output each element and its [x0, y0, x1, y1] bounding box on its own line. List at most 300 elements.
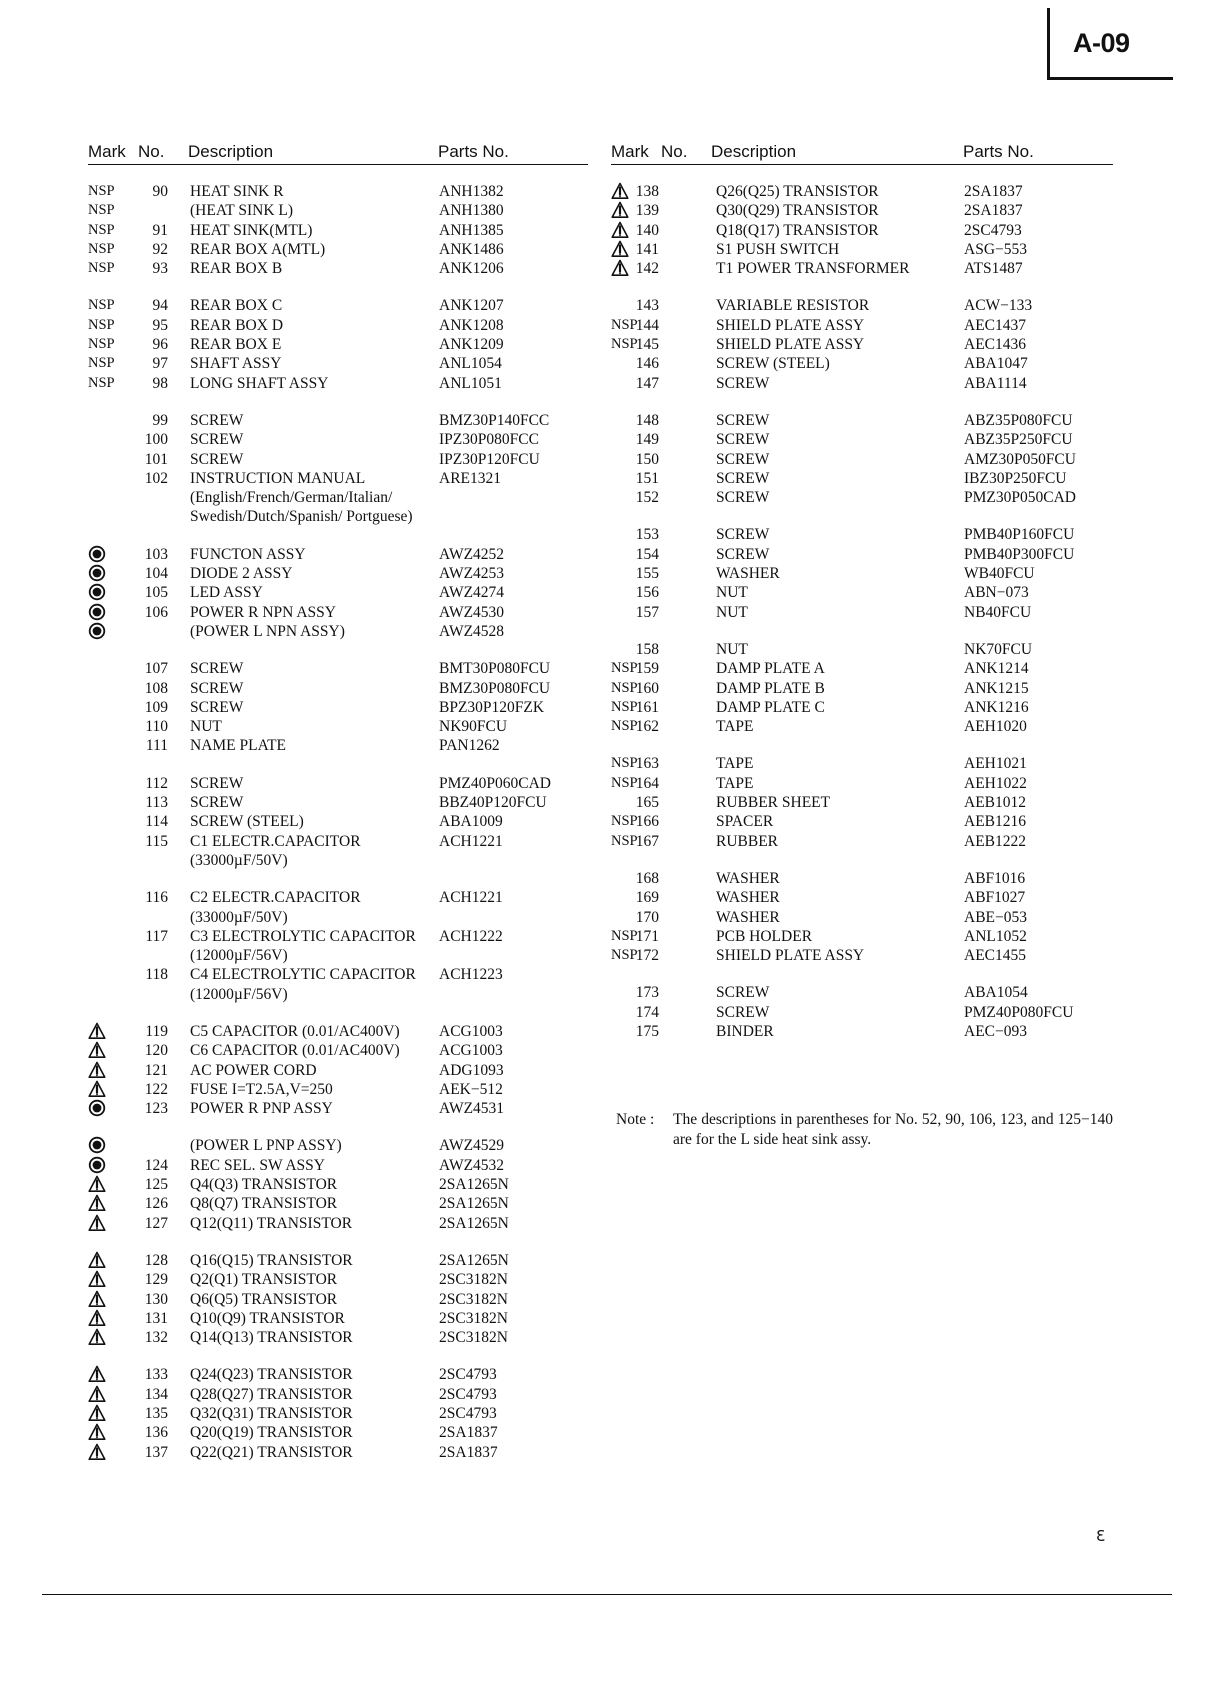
item-description: HEAT SINK R	[190, 183, 284, 200]
item-description: WASHER	[716, 908, 780, 926]
item-description: SCREW	[716, 431, 770, 449]
part-number: PMZ30P050CAD	[964, 489, 1076, 507]
parts-row	[611, 659, 1113, 678]
parts-row	[611, 754, 1113, 773]
parts-group	[611, 640, 1113, 736]
item-description: C2 ELECTR.CAPACITOR	[190, 889, 361, 907]
mark-cell: NSP	[611, 336, 638, 353]
part-number: ANK1208	[439, 316, 504, 334]
item-number: 98	[152, 374, 168, 392]
part-number: AWZ4253	[439, 565, 505, 583]
item-number: 173	[635, 984, 659, 1002]
parts-group	[88, 296, 588, 392]
parts-row	[88, 316, 588, 335]
item-number: 148	[635, 411, 659, 429]
item-number: 127	[144, 1214, 168, 1232]
item-description: Q30(Q29) TRANSISTOR	[716, 202, 879, 220]
item-description: SCREW	[716, 450, 770, 468]
item-number: 133	[144, 1366, 168, 1384]
parts-row	[88, 736, 588, 755]
mark-cell: NSP	[611, 947, 638, 964]
parts-row	[88, 469, 588, 488]
item-number: 172	[635, 947, 659, 965]
parts-row	[88, 1214, 588, 1233]
item-description: SCREW	[190, 698, 244, 716]
parts-row	[611, 201, 1113, 220]
item-description: Q8(Q7) TRANSISTOR	[190, 1195, 338, 1213]
item-description: SCREW	[190, 431, 244, 449]
item-description: SPACER	[716, 813, 774, 831]
item-number: 164	[635, 774, 659, 792]
item-number: 156	[635, 584, 659, 602]
part-number: PAN1262	[439, 737, 500, 755]
part-number: AEC1437	[964, 316, 1026, 334]
item-number: 141	[635, 240, 659, 258]
item-number: 136	[144, 1424, 168, 1442]
item-number: 130	[144, 1290, 168, 1308]
item-description: WASHER	[716, 869, 780, 887]
parts-list-right-body	[611, 182, 1113, 1041]
item-description: C5 CAPACITOR (0.01/AC400V)	[190, 1022, 400, 1040]
item-description: BINDER	[716, 1022, 774, 1040]
item-description: (33000µF/50V)	[190, 908, 288, 926]
item-number: 132	[144, 1329, 168, 1347]
part-number: ABN−073	[964, 584, 1029, 602]
part-number: AEB1222	[964, 832, 1026, 850]
part-number: ANK1216	[964, 698, 1029, 716]
item-number: 144	[635, 316, 659, 334]
item-number: 139	[635, 202, 659, 220]
parts-row	[88, 450, 588, 469]
part-number: AWZ4532	[439, 1156, 505, 1174]
item-description: VARIABLE RESISTOR	[716, 297, 870, 315]
item-description: SHIELD PLATE ASSY	[716, 947, 865, 965]
note-text: The descriptions in parentheses for No. 52, 90, 106, 123, and 125−140 are for the L side heat sink assy.	[673, 1111, 1113, 1148]
parts-row	[88, 1443, 588, 1462]
item-number: 159	[635, 660, 659, 678]
parts-group	[88, 774, 588, 870]
item-description: HEAT SINK(MTL)	[190, 221, 313, 239]
parts-row	[611, 374, 1113, 393]
parts-row	[88, 774, 588, 793]
part-number: 2SC3182N	[439, 1329, 508, 1347]
item-number: 168	[635, 869, 659, 887]
item-description: FUNCTON ASSY	[190, 545, 306, 563]
parts-group	[611, 983, 1113, 1041]
item-description: Q26(Q25) TRANSISTOR	[716, 183, 879, 200]
part-number: ABA1054	[964, 984, 1028, 1002]
parts-row	[88, 564, 588, 583]
part-number: AEK−512	[439, 1080, 503, 1098]
parts-row	[611, 946, 1113, 965]
parts-row	[88, 1270, 588, 1289]
item-description: C1 ELECTR.CAPACITOR	[190, 832, 361, 850]
part-number: ANK1207	[439, 297, 504, 315]
parts-row	[88, 659, 588, 678]
parts-row	[88, 201, 588, 220]
item-description: Q24(Q23) TRANSISTOR	[190, 1366, 353, 1384]
item-description: SCREW	[716, 545, 770, 563]
part-number: ACH1222	[439, 927, 503, 945]
parts-row	[611, 698, 1113, 717]
item-description: NUT	[716, 584, 748, 602]
item-description: INSTRUCTION MANUAL	[190, 469, 366, 487]
item-description: C3 ELECTROLYTIC CAPACITOR	[190, 927, 416, 945]
item-number: 102	[144, 469, 168, 487]
item-description: S1 PUSH SWITCH	[716, 240, 840, 258]
item-number: 97	[152, 355, 168, 373]
part-number: ATS1487	[964, 260, 1023, 278]
parts-list-left	[88, 140, 588, 1480]
item-description: REC SEL. SW ASSY	[190, 1156, 325, 1174]
item-description: (POWER L NPN ASSY)	[190, 622, 345, 640]
part-number: ABZ35P080FCU	[964, 411, 1073, 429]
item-number: 125	[144, 1176, 168, 1194]
parts-row	[88, 908, 588, 927]
item-description: (33000µF/50V)	[190, 851, 288, 869]
part-number: AEC−093	[964, 1022, 1027, 1040]
item-number: 120	[144, 1042, 168, 1060]
item-number: 163	[635, 755, 659, 773]
header-parts-no: Parts No.	[963, 142, 1034, 161]
part-number: AEB1012	[964, 794, 1026, 812]
mark-cell: NSP	[611, 698, 638, 715]
item-number: 154	[635, 545, 659, 563]
item-number: 155	[635, 565, 659, 583]
item-number: 113	[145, 794, 168, 812]
item-number: 90	[152, 183, 168, 200]
item-number: 146	[635, 355, 659, 373]
item-description: (English/French/German/Italian/	[190, 489, 393, 507]
item-number: 147	[635, 374, 659, 392]
column-header	[611, 140, 1113, 165]
part-number: ARE1321	[439, 469, 501, 487]
item-number: 150	[635, 450, 659, 468]
parts-row	[88, 545, 588, 564]
parts-row	[88, 1022, 588, 1041]
part-number: AMZ30P050FCU	[964, 450, 1076, 468]
item-number: 166	[635, 813, 659, 831]
part-number: 2SA1265N	[439, 1214, 509, 1232]
item-number: 110	[145, 718, 168, 736]
item-number: 149	[635, 431, 659, 449]
item-description: SCREW	[716, 526, 770, 544]
item-description: SCREW	[190, 411, 244, 429]
parts-row	[611, 296, 1113, 315]
item-description: DAMP PLATE A	[716, 660, 825, 678]
parts-row	[611, 525, 1113, 544]
parts-row	[611, 679, 1113, 698]
part-number: ANK1215	[964, 679, 1029, 697]
item-description: Q22(Q21) TRANSISTOR	[190, 1443, 353, 1461]
parts-row	[611, 564, 1113, 583]
item-description: SCREW	[716, 374, 770, 392]
parts-row	[88, 793, 588, 812]
parts-row	[611, 450, 1113, 469]
mark-cell: NSP	[88, 240, 115, 257]
part-number: ASG−553	[964, 240, 1027, 258]
parts-group	[88, 411, 588, 527]
item-number: 171	[635, 927, 659, 945]
part-number: AWZ4252	[439, 545, 505, 563]
part-number: 2SA1837	[439, 1424, 498, 1442]
part-number: AEH1022	[964, 774, 1027, 792]
parts-row	[88, 1136, 588, 1155]
item-description: Q12(Q11) TRANSISTOR	[190, 1214, 353, 1232]
parts-row	[611, 182, 1113, 201]
parts-group	[611, 182, 1113, 278]
parts-row	[611, 1022, 1113, 1041]
parts-row	[88, 507, 588, 526]
parts-group	[88, 1251, 588, 1347]
bottom-rule	[42, 1594, 1172, 1595]
parts-row	[88, 1099, 588, 1118]
parts-row	[88, 1080, 588, 1099]
item-description: (12000µF/56V)	[190, 985, 288, 1003]
item-number: 131	[144, 1309, 168, 1327]
parts-row	[88, 985, 588, 1004]
item-description: NAME PLATE	[190, 737, 287, 755]
item-description: SHAFT ASSY	[190, 355, 282, 373]
item-description: WASHER	[716, 889, 780, 907]
parts-row	[88, 583, 588, 602]
parts-group	[611, 869, 1113, 965]
parts-list-left-body	[88, 182, 588, 1462]
part-number: ACH1221	[439, 832, 503, 850]
item-description: NUT	[716, 603, 748, 621]
part-number: 2SC3182N	[439, 1309, 508, 1327]
item-number: 91	[152, 221, 168, 239]
item-number: 111	[145, 737, 168, 755]
parts-row	[88, 354, 588, 373]
item-number: 151	[635, 469, 659, 487]
parts-row	[88, 1309, 588, 1328]
part-number: ANK1214	[964, 660, 1029, 678]
item-description: POWER R PNP ASSY	[190, 1100, 333, 1118]
item-description: TAPE	[716, 718, 754, 736]
item-description: SCREW	[190, 660, 244, 678]
part-number: BMZ30P140FCC	[439, 411, 550, 429]
parts-row	[88, 259, 588, 278]
parts-row	[88, 1156, 588, 1175]
parts-row	[611, 640, 1113, 659]
item-description: Q2(Q1) TRANSISTOR	[190, 1271, 338, 1289]
parts-group	[611, 296, 1113, 392]
item-number: 107	[144, 660, 168, 678]
parts-row	[611, 983, 1113, 1002]
item-description: SCREW	[190, 794, 244, 812]
parts-row	[611, 430, 1113, 449]
mark-cell: NSP	[611, 755, 638, 772]
part-number: ABA1009	[439, 813, 503, 831]
part-number: 2SA1837	[964, 183, 1023, 200]
item-number: 116	[145, 889, 168, 907]
parts-row	[88, 411, 588, 430]
parts-row	[88, 488, 588, 507]
part-number: ACH1223	[439, 966, 503, 984]
item-description: C6 CAPACITOR (0.01/AC400V)	[190, 1042, 400, 1060]
item-description: REAR BOX B	[190, 260, 283, 278]
item-description: WASHER	[716, 565, 780, 583]
item-description: SCREW (STEEL)	[190, 813, 304, 831]
item-description: NUT	[190, 718, 222, 736]
mark-cell: NSP	[611, 927, 638, 944]
parts-row	[88, 1365, 588, 1384]
item-description: SCREW	[716, 489, 770, 507]
item-description: Q32(Q31) TRANSISTOR	[190, 1405, 353, 1423]
item-number: 158	[635, 640, 659, 658]
part-number: ANK1206	[439, 260, 504, 278]
parts-row	[88, 927, 588, 946]
parts-row	[88, 1404, 588, 1423]
parts-row	[88, 679, 588, 698]
item-description: SCREW	[716, 469, 770, 487]
part-number: ABZ35P250FCU	[964, 431, 1073, 449]
part-number: ANL1054	[439, 355, 502, 373]
parts-row	[88, 1328, 588, 1347]
item-number: 95	[152, 316, 168, 334]
item-description: SCREW	[716, 984, 770, 1002]
item-number: 123	[144, 1100, 168, 1118]
part-number: PMZ40P080FCU	[964, 1003, 1074, 1021]
item-number: 101	[144, 450, 168, 468]
item-number: 119	[145, 1022, 168, 1040]
item-description: RUBBER	[716, 832, 779, 850]
part-number: IBZ30P250FCU	[964, 469, 1067, 487]
part-number: 2SA1837	[964, 202, 1023, 220]
item-description: SCREW (STEEL)	[716, 355, 830, 373]
parts-row	[88, 1194, 588, 1213]
item-number: 96	[152, 336, 168, 354]
item-number: 170	[635, 908, 659, 926]
part-number: IPZ30P120FCU	[439, 450, 540, 468]
part-number: ANH1382	[439, 183, 504, 200]
parts-row	[611, 259, 1113, 278]
parts-row	[88, 622, 588, 641]
item-number: 106	[144, 603, 168, 621]
item-description: FUSE I=T2.5A,V=250	[190, 1080, 333, 1098]
parts-group	[88, 545, 588, 641]
mark-cell: NSP	[88, 297, 115, 314]
parts-row	[88, 965, 588, 984]
part-number: 2SC3182N	[439, 1271, 508, 1289]
part-number: AEH1020	[964, 718, 1027, 736]
parts-row	[88, 182, 588, 201]
part-number: PMB40P160FCU	[964, 526, 1075, 544]
parts-row	[611, 812, 1113, 831]
item-number: 128	[144, 1251, 168, 1269]
item-number: 145	[635, 336, 659, 354]
part-number: PMB40P300FCU	[964, 545, 1075, 563]
item-number: 103	[144, 545, 168, 563]
parts-group	[611, 411, 1113, 507]
part-number: AWZ4531	[439, 1100, 505, 1118]
item-number: 93	[152, 260, 168, 278]
mark-cell: NSP	[611, 316, 638, 333]
item-description: RUBBER SHEET	[716, 794, 831, 812]
item-description: (POWER L PNP ASSY)	[190, 1137, 342, 1155]
part-number: 2SC4793	[439, 1405, 497, 1423]
parts-row	[88, 812, 588, 831]
parts-row	[88, 698, 588, 717]
item-description: Q18(Q17) TRANSISTOR	[716, 221, 879, 239]
item-number: 175	[635, 1022, 659, 1040]
page-number: 3	[1096, 1527, 1106, 1545]
mark-cell: NSP	[88, 355, 115, 372]
item-description: DAMP PLATE C	[716, 698, 825, 716]
part-number: ANH1385	[439, 221, 504, 239]
parts-row	[611, 908, 1113, 927]
page-id: A-09	[1073, 28, 1130, 58]
part-number: BPZ30P120FZK	[439, 698, 545, 716]
header-no: No.	[138, 142, 165, 161]
column-header	[88, 140, 588, 165]
parts-row	[611, 488, 1113, 507]
parts-group	[88, 888, 588, 1004]
item-description: SCREW	[716, 1003, 770, 1021]
parts-row	[611, 927, 1113, 946]
mark-cell: NSP	[611, 832, 638, 849]
item-number: 122	[144, 1080, 168, 1098]
item-description: Q16(Q15) TRANSISTOR	[190, 1251, 353, 1269]
part-number: BBZ40P120FCU	[439, 794, 547, 812]
item-description: Q10(Q9) TRANSISTOR	[190, 1309, 345, 1327]
item-description: Q6(Q5) TRANSISTOR	[190, 1290, 338, 1308]
parts-row	[88, 1251, 588, 1270]
part-number: AEB1216	[964, 813, 1026, 831]
item-number: 105	[144, 584, 168, 602]
part-number: 2SA1265N	[439, 1195, 509, 1213]
part-number: ADG1093	[439, 1061, 504, 1079]
item-number: 121	[144, 1061, 168, 1079]
item-number: 140	[635, 221, 659, 239]
mark-cell: NSP	[611, 679, 638, 696]
item-description: LED ASSY	[190, 584, 263, 602]
item-description: SCREW	[716, 411, 770, 429]
item-number: 157	[635, 603, 659, 621]
parts-row	[88, 946, 588, 965]
item-number: 153	[635, 526, 659, 544]
parts-row	[611, 335, 1113, 354]
parts-row	[611, 316, 1113, 335]
item-description: SCREW	[190, 450, 244, 468]
mark-cell: NSP	[611, 813, 638, 830]
item-number: 142	[635, 260, 659, 278]
item-number: 135	[144, 1405, 168, 1423]
part-number: IPZ30P080FCC	[439, 431, 539, 449]
parts-group	[611, 754, 1113, 850]
part-number: 2SC3182N	[439, 1290, 508, 1308]
item-description: (12000µF/56V)	[190, 947, 288, 965]
part-number: AEH1021	[964, 755, 1027, 773]
item-description: Swedish/Dutch/Spanish/ Portguese)	[190, 508, 413, 526]
part-number: 2SC4793	[964, 221, 1022, 239]
mark-cell: NSP	[88, 336, 115, 353]
parts-group	[88, 182, 588, 278]
mark-cell: NSP	[88, 183, 115, 199]
parts-row	[88, 335, 588, 354]
header-description: Description	[711, 142, 797, 161]
parts-row	[611, 888, 1113, 907]
parts-row	[611, 717, 1113, 736]
parts-group	[611, 525, 1113, 621]
item-number: 99	[152, 411, 168, 429]
part-number: 2SC4793	[439, 1385, 497, 1403]
header-description: Description	[188, 142, 274, 161]
part-number: AWZ4528	[439, 622, 505, 640]
part-number: ANK1209	[439, 336, 504, 354]
mark-cell: NSP	[611, 660, 638, 677]
